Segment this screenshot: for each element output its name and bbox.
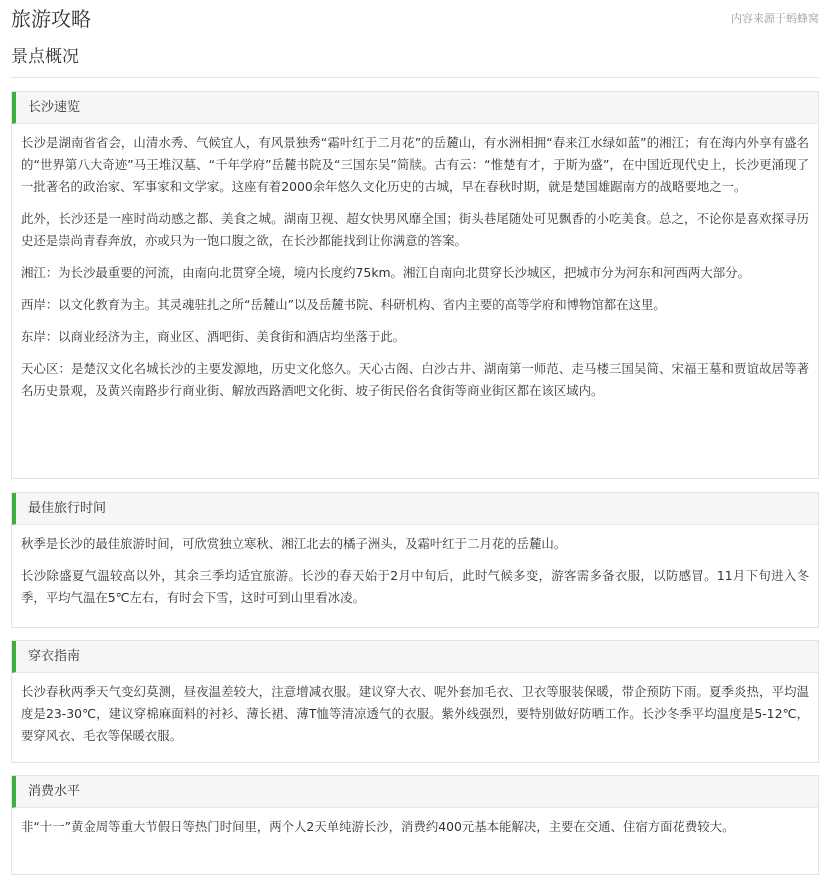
- paragraph: 非“十一”黄金周等重大节假日等热门时间里，两个人2天单纯游长沙，消费约400元基本能解决，主要在交通、住宿方面花费较大。: [21, 819, 735, 834]
- section-body: [12, 124, 818, 408]
- paragraph: 天心区：是楚汉文化名城长沙的主要发源地，历史文化悠久。天心古阁、白沙古井、湖南第一师范、走马楼三国吴简、宋福王墓和贾谊故居等著名历史景观，及黄兴南路步行商业街、解放西路酒吧文化街、坡子街民俗名食街等商业街区都在该区域内。: [21, 361, 809, 398]
- section-title: 消费水平: [12, 776, 818, 808]
- section-title: 长沙速览: [12, 92, 818, 124]
- section-title: 最佳旅行时间: [12, 493, 818, 525]
- section-best-time: [11, 492, 819, 628]
- section-overview: [11, 91, 819, 479]
- paragraph: 湘江：为长沙最重要的河流，由南向北贯穿全境，境内长度约75km。湘江自南向北贯穿长沙城区，把城市分为河东和河西两大部分。: [21, 265, 750, 280]
- page-header: [11, 6, 819, 34]
- section-cost-level: [11, 775, 819, 875]
- paragraph: 秋季是长沙的最佳旅游时间，可欣赏独立寒秋、湘江北去的橘子洲头，及霜叶红于二月花的岳麓山。: [21, 536, 567, 551]
- paragraph: 长沙春秋两季天气变幻莫测，昼夜温差较大，注意增减衣服。建议穿大衣、呢外套加毛衣、卫衣等服装保暖，带企预防下雨。夏季炎热，平均温度是23-30℃，建议穿棉麻面料的衬衫、薄长裙、薄T恤等清凉透气的衣服。紫外线强烈，要特别做好防晒工作。长沙冬季平均温度是5-12℃，要穿风衣、毛衣等保暖衣服。: [21, 684, 809, 743]
- section-body: [12, 673, 818, 753]
- page-title: 旅游攻略: [11, 7, 91, 31]
- paragraph: 西岸：以文化教育为主。其灵魂驻扎之所“岳麓山”以及岳麓书院、科研机构、省内主要的高等学府和博物馆都在这里。: [21, 297, 666, 312]
- divider: [11, 77, 819, 78]
- section-title: 穿衣指南: [12, 641, 818, 673]
- section-body: [12, 525, 818, 615]
- paragraph: 长沙除盛夏气温较高以外，其余三季均适宜旅游。长沙的春天始于2月中旬后，此时气候多变，游客需多备衣服，以防感冒。11月下旬进入冬季，平均气温在5℃左右，有时会下雪，这时可到山里看冰凌。: [21, 568, 809, 605]
- section-clothing-guide: [11, 640, 819, 763]
- section-body: [12, 808, 818, 844]
- page-subtitle: 景点概况: [11, 47, 79, 67]
- source-note: 内容来源于蚂蜂窝: [731, 12, 819, 25]
- paragraph: 长沙是湖南省省会，山清水秀、气候宜人，有风景独秀“霜叶红于二月花”的岳麓山，有水洲相拥“春来江水绿如蓝”的湘江；有在海内外享有盛名的“世界第八大奇迹”马王堆汉墓、“千年学府”岳麓书院及“三国东吴”简牍。古有云：“惟楚有才，于斯为盛”，在中国近现代史上，长沙更涌现了一批著名的政治家、军事家和文学家。这座有着2000余年悠久文化历史的古城，早在春秋时期，就是楚国雄踞南方的战略要地之一。: [21, 135, 809, 194]
- paragraph: 东岸：以商业经济为主，商业区、酒吧街、美食街和酒店均坐落于此。: [21, 329, 406, 344]
- paragraph: 此外，长沙还是一座时尚动感之都、美食之城。湖南卫视、超女快男风靡全国；街头巷尾随处可见飘香的小吃美食。总之，不论你是喜欢探寻历史还是崇尚青春奔放，亦或只为一饱口腹之欲，在长沙都能找到让你满意的答案。: [21, 211, 809, 248]
